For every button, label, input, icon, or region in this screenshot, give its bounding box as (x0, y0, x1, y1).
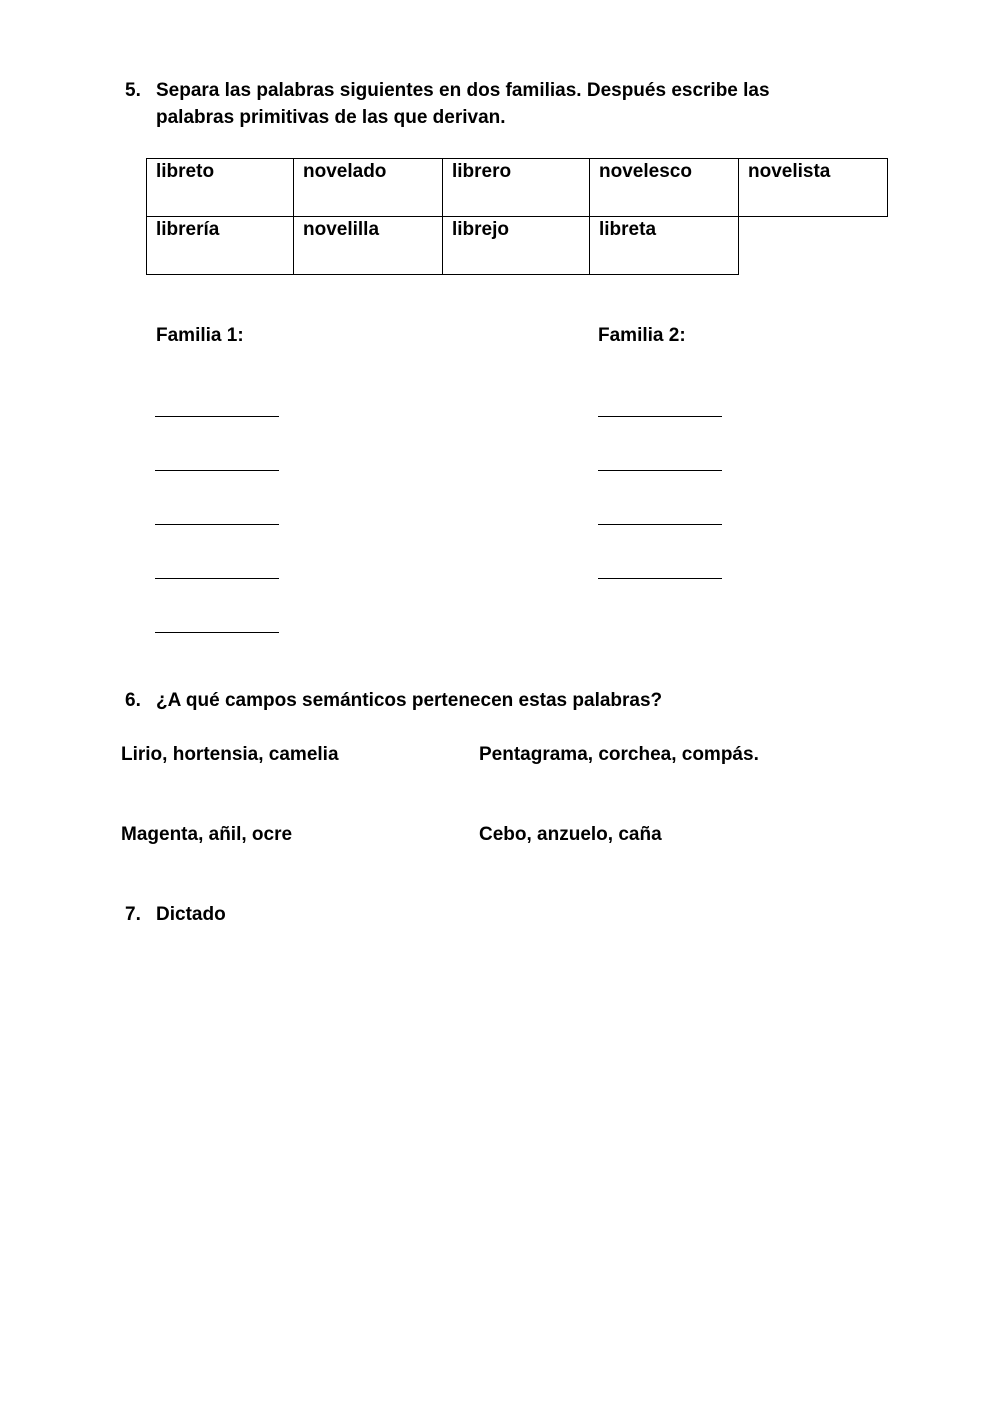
table-cell: libreto (147, 159, 294, 217)
table-cell: libreta (590, 217, 739, 275)
table-cell: novelista (739, 159, 888, 217)
answer-blank[interactable] (598, 416, 722, 417)
table-cell: librejo (443, 217, 590, 275)
answer-blank[interactable] (598, 578, 722, 579)
word-group: Lirio, hortensia, camelia (121, 744, 339, 765)
table-cell: librería (147, 217, 294, 275)
table-cell: novelado (294, 159, 443, 217)
question-7-text: Dictado (156, 904, 226, 925)
table-cell: librero (443, 159, 590, 217)
answer-blank[interactable] (155, 632, 279, 633)
table-row (147, 159, 888, 217)
question-6-number: 6. (125, 690, 141, 711)
family-2-label: Familia 2: (598, 325, 686, 346)
answer-blank[interactable] (598, 524, 722, 525)
word-group: Pentagrama, corchea, compás. (479, 744, 759, 765)
question-5-number: 5. (125, 80, 141, 101)
word-group: Magenta, añil, ocre (121, 824, 293, 845)
answer-blank[interactable] (155, 578, 279, 579)
answer-blank[interactable] (155, 524, 279, 525)
table-row (147, 217, 888, 275)
question-5-text-line2: palabras primitivas de las que derivan. (156, 107, 506, 128)
question-6-text: ¿A qué campos semánticos pertenecen estas palabras? (156, 690, 663, 711)
answer-blank[interactable] (598, 470, 722, 471)
table-cell: novelilla (294, 217, 443, 275)
family-1-label: Familia 1: (156, 325, 244, 346)
word-table (146, 158, 888, 275)
answer-blank[interactable] (155, 416, 279, 417)
question-5-text-line1: Separa las palabras siguientes en dos familias. Después escribe las (156, 80, 770, 101)
question-7-number: 7. (125, 904, 141, 925)
word-group: Cebo, anzuelo, caña (479, 824, 662, 845)
answer-blank[interactable] (155, 470, 279, 471)
table-cell-empty (739, 217, 888, 275)
table-cell: novelesco (590, 159, 739, 217)
